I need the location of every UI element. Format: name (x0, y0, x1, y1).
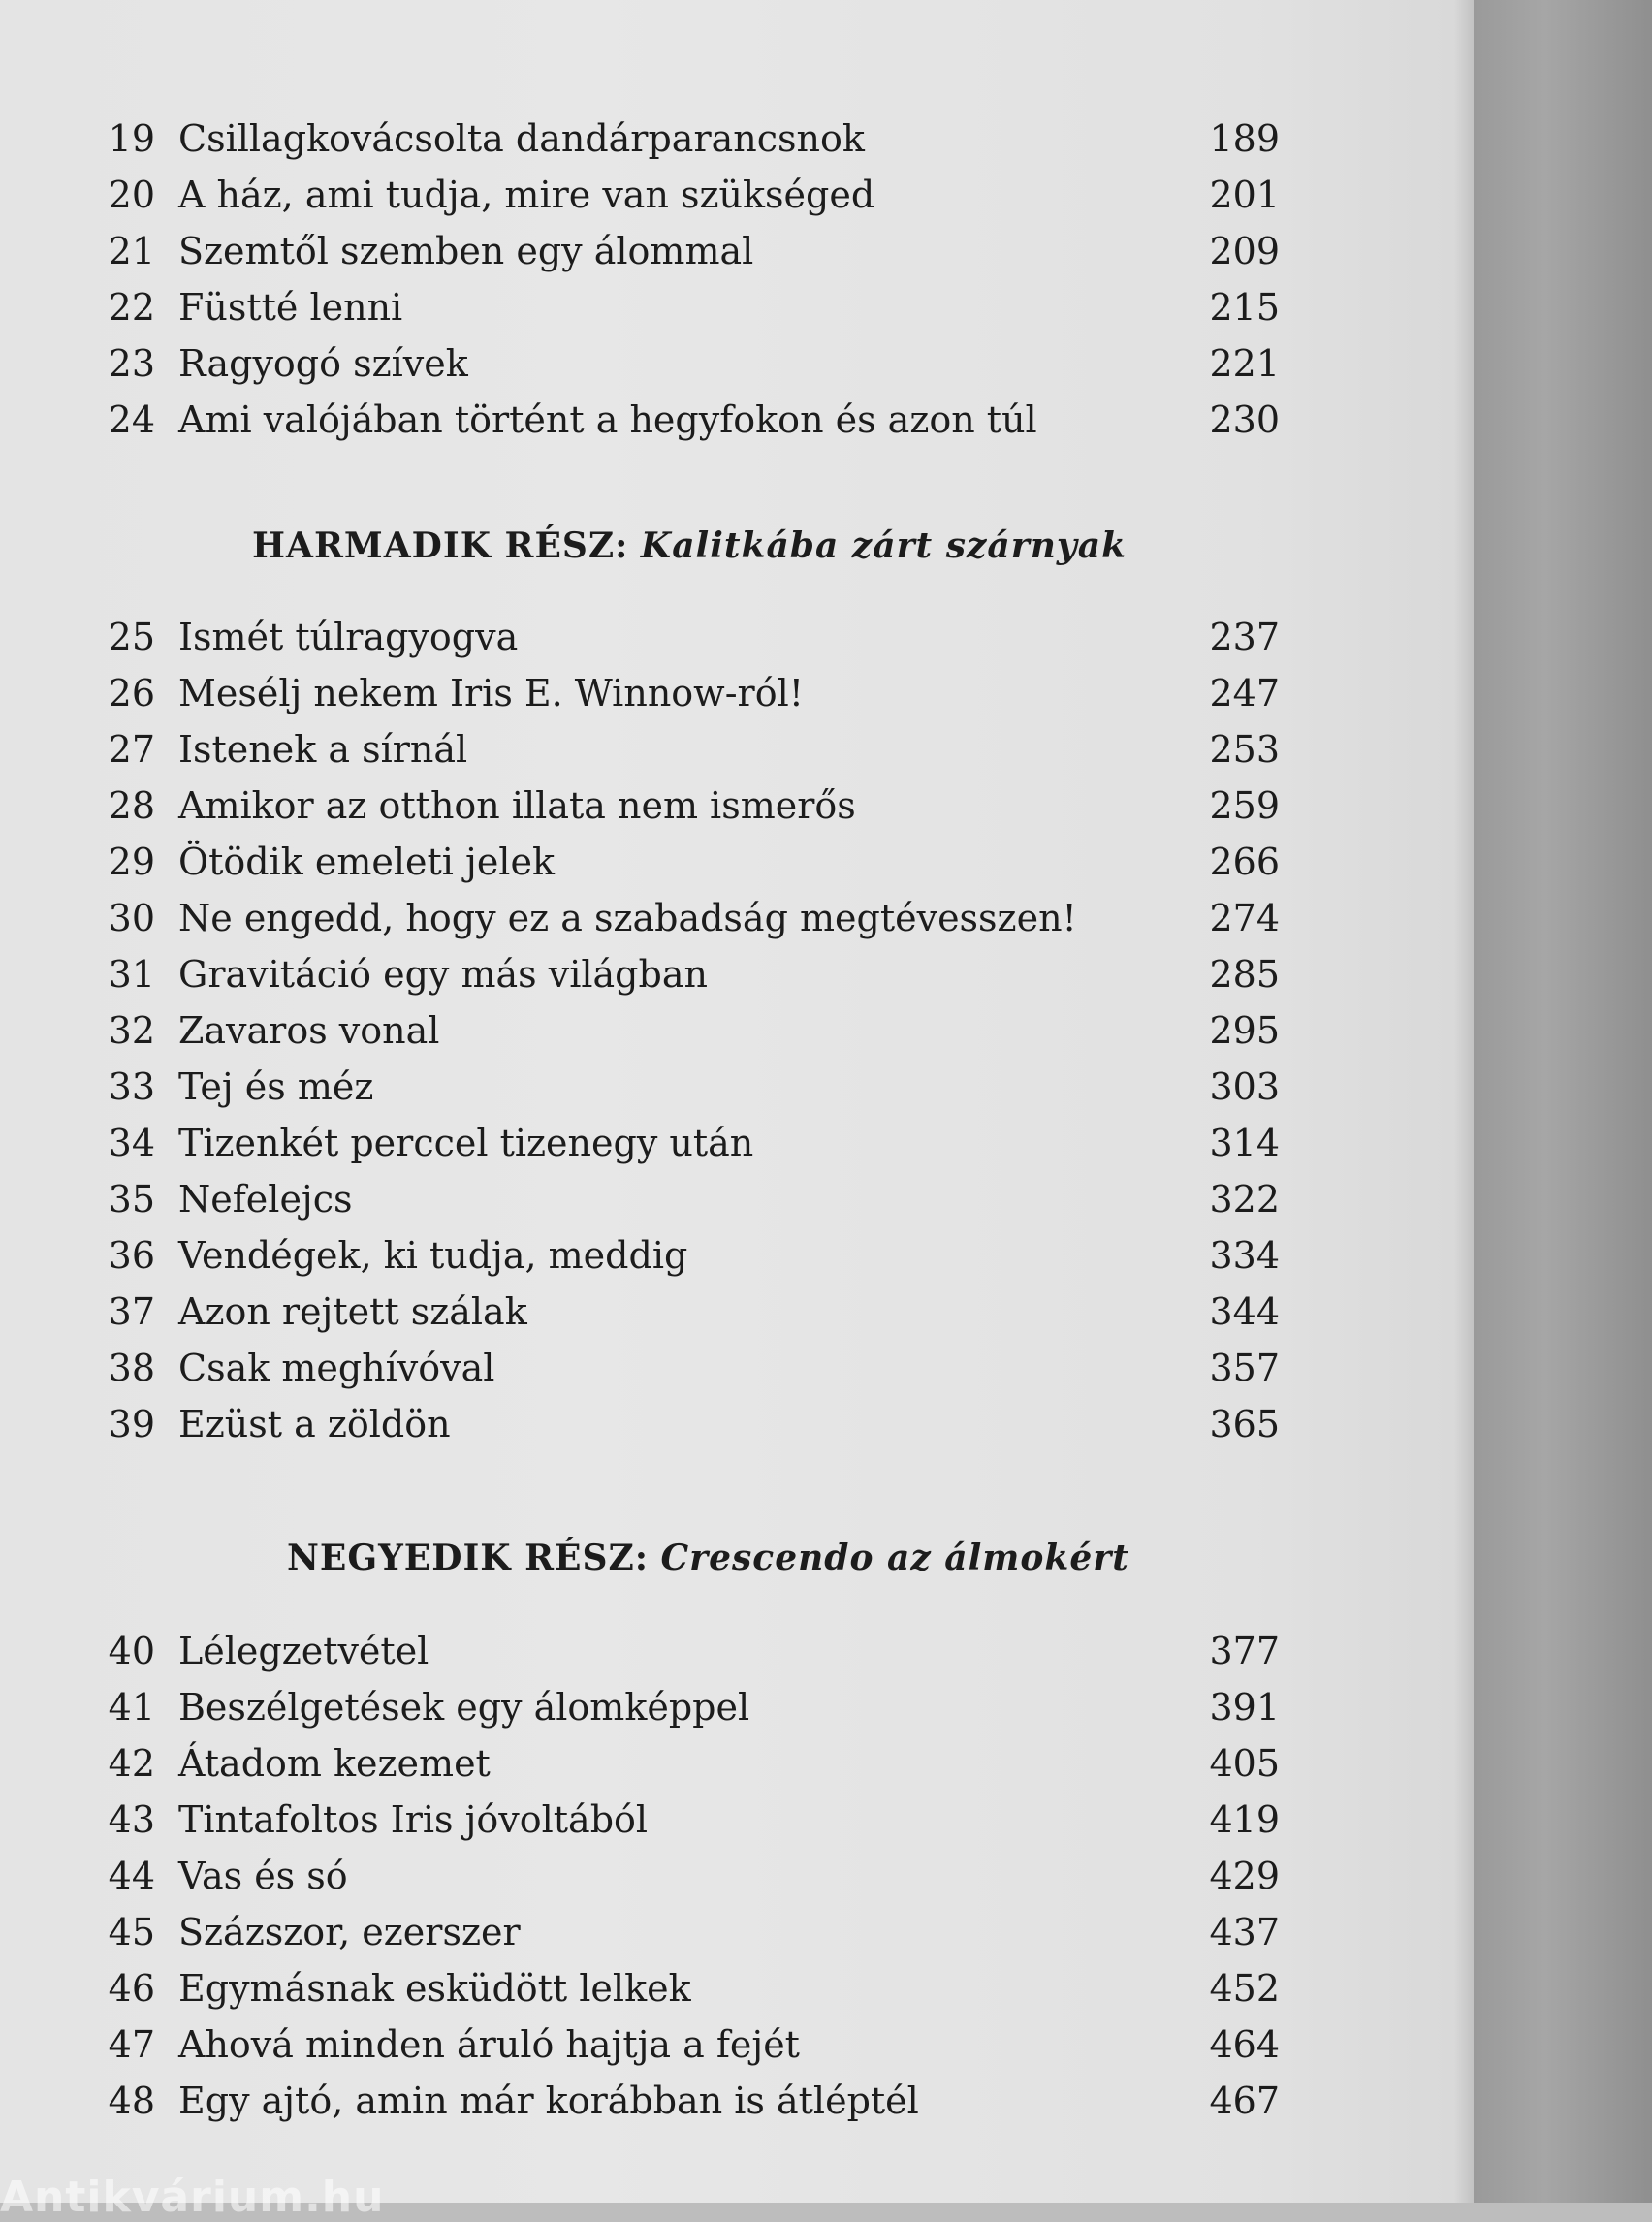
chapter-number: 40 (108, 1630, 155, 1672)
watermark-text: Antikvárium.hu (0, 2173, 385, 2222)
chapter-number: 25 (108, 616, 155, 658)
toc-entry (97, 111, 1299, 167)
chapter-number: 44 (108, 1855, 155, 1897)
chapter-title: Ismét túlragyogva (178, 616, 519, 658)
chapter-title: Tej és méz (178, 1065, 374, 1108)
toc-entry (97, 946, 1299, 1002)
chapter-page-number: 365 (1209, 1403, 1280, 1445)
toc-section-part-three (97, 609, 1299, 1452)
toc-entry (97, 1227, 1299, 1284)
chapter-page-number: 322 (1209, 1178, 1280, 1221)
toc-entry (97, 665, 1299, 721)
chapter-number: 41 (108, 1686, 155, 1729)
chapter-page-number: 429 (1209, 1855, 1280, 1897)
chapter-page-number: 237 (1209, 616, 1280, 658)
chapter-page-number: 437 (1209, 1911, 1280, 1953)
chapter-title: Csak meghívóval (178, 1347, 495, 1389)
chapter-title: Ragyogó szívek (178, 342, 468, 385)
toc-entry (97, 1059, 1299, 1115)
chapter-page-number: 464 (1209, 2023, 1280, 2066)
chapter-number: 29 (108, 841, 155, 883)
chapter-number: 30 (108, 897, 155, 939)
toc-entry (97, 223, 1299, 279)
chapter-number: 34 (108, 1122, 155, 1164)
toc-entry (97, 1904, 1299, 1960)
chapter-page-number: 189 (1209, 117, 1280, 160)
chapter-number: 39 (108, 1403, 155, 1445)
chapter-title: Vendégek, ki tudja, meddig (178, 1234, 688, 1277)
chapter-number: 48 (108, 2079, 155, 2122)
chapter-number: 42 (108, 1742, 155, 1785)
chapter-title: Azon rejtett szálak (178, 1290, 527, 1333)
toc-entry (97, 392, 1299, 448)
toc-entry (97, 834, 1299, 890)
chapter-page-number: 274 (1209, 897, 1280, 939)
chapter-page-number: 209 (1209, 230, 1280, 272)
chapter-title: Egymásnak esküdött lelkek (178, 1967, 691, 2010)
toc-entry (97, 1340, 1299, 1396)
toc-entry (97, 1171, 1299, 1227)
chapter-title: Nefelejcs (178, 1178, 353, 1221)
chapter-page-number: 314 (1209, 1122, 1280, 1164)
chapter-number: 31 (108, 953, 155, 996)
chapter-page-number: 285 (1209, 953, 1280, 996)
chapter-page-number: 295 (1209, 1009, 1280, 1052)
chapter-page-number: 452 (1209, 1967, 1280, 2010)
chapter-title: Százszor, ezerszer (178, 1911, 521, 1953)
toc-entry (97, 2016, 1299, 2073)
chapter-page-number: 247 (1209, 672, 1280, 714)
part-three-subtitle: Kalitkába zárt szárnyak (640, 525, 1128, 566)
chapter-number: 23 (108, 342, 155, 385)
chapter-number: 36 (108, 1234, 155, 1277)
chapter-title: Tintafoltos Iris jóvoltából (178, 1798, 649, 1841)
chapter-page-number: 230 (1209, 398, 1280, 441)
chapter-title: Csillagkovácsolta dandárparancsnok (178, 117, 865, 160)
chapter-title: Amikor az otthon illata nem ismerős (178, 784, 856, 827)
toc-entry (97, 609, 1299, 665)
background-surface (1474, 0, 1652, 2203)
toc-entry (97, 890, 1299, 946)
part-four-heading (287, 1534, 1129, 1583)
chapter-number: 20 (108, 174, 155, 216)
chapter-number: 45 (108, 1911, 155, 1953)
toc-entry (97, 1792, 1299, 1848)
chapter-page-number: 266 (1209, 841, 1280, 883)
toc-entry (97, 1735, 1299, 1792)
chapter-page-number: 303 (1209, 1065, 1280, 1108)
chapter-page-number: 221 (1209, 342, 1280, 385)
chapter-page-number: 391 (1209, 1686, 1280, 1729)
chapter-number: 28 (108, 784, 155, 827)
chapter-title: Istenek a sírnál (178, 728, 468, 771)
chapter-title: A ház, ami tudja, mire van szükséged (178, 174, 875, 216)
chapter-title: Ami valójában történt a hegyfokon és azon túl (178, 398, 1037, 441)
chapter-number: 46 (108, 1967, 155, 2010)
part-four-subtitle: Crescendo az álmokért (660, 1538, 1129, 1578)
part-four-label: NEGYEDIK RÉSZ: (287, 1538, 650, 1578)
chapter-page-number: 405 (1209, 1742, 1280, 1785)
toc-entry (97, 1002, 1299, 1059)
chapter-number: 47 (108, 2023, 155, 2066)
chapter-page-number: 215 (1209, 286, 1280, 329)
toc-entry (97, 1623, 1299, 1679)
chapter-number: 38 (108, 1347, 155, 1389)
chapter-number: 26 (108, 672, 155, 714)
chapter-number: 35 (108, 1178, 155, 1221)
toc-entry (97, 1115, 1299, 1171)
chapter-number: 33 (108, 1065, 155, 1108)
part-three-label: HARMADIK RÉSZ: (252, 525, 629, 566)
toc-entry (97, 1679, 1299, 1735)
chapter-page-number: 259 (1209, 784, 1280, 827)
chapter-title: Egy ajtó, amin már korábban is átléptél (178, 2079, 919, 2122)
chapter-number: 32 (108, 1009, 155, 1052)
toc-entry (97, 2073, 1299, 2129)
part-three-heading (252, 522, 1127, 571)
chapter-page-number: 357 (1209, 1347, 1280, 1389)
chapter-number: 21 (108, 230, 155, 272)
chapter-number: 43 (108, 1798, 155, 1841)
chapter-title: Átadom kezemet (178, 1742, 491, 1785)
chapter-title: Zavaros vonal (178, 1009, 440, 1052)
chapter-title: Ne engedd, hogy ez a szabadság megtévesszen! (178, 897, 1077, 939)
toc-section-part-two (97, 111, 1299, 448)
chapter-page-number: 344 (1209, 1290, 1280, 1333)
toc-entry (97, 778, 1299, 834)
chapter-title: Beszélgetések egy álomképpel (178, 1686, 750, 1729)
chapter-title: Tizenkét perccel tizenegy után (178, 1122, 754, 1164)
chapter-number: 27 (108, 728, 155, 771)
chapter-number: 37 (108, 1290, 155, 1333)
chapter-number: 19 (108, 117, 155, 160)
toc-section-part-four (97, 1623, 1299, 2129)
toc-entry (97, 279, 1299, 335)
toc-entry (97, 1284, 1299, 1340)
toc-entry (97, 721, 1299, 778)
toc-entry (97, 1848, 1299, 1904)
chapter-title: Gravitáció egy más világban (178, 953, 708, 996)
chapter-title: Lélegzetvétel (178, 1630, 429, 1672)
chapter-page-number: 201 (1209, 174, 1280, 216)
toc-entry (97, 1960, 1299, 2016)
chapter-title: Ezüst a zöldön (178, 1403, 451, 1445)
toc-entry (97, 1396, 1299, 1452)
chapter-number: 22 (108, 286, 155, 329)
chapter-title: Ahová minden áruló hajtja a fejét (178, 2023, 800, 2066)
chapter-number: 24 (108, 398, 155, 441)
chapter-page-number: 334 (1209, 1234, 1280, 1277)
toc-entry (97, 335, 1299, 392)
toc-entry (97, 167, 1299, 223)
chapter-title: Szemtől szemben egy álommal (178, 230, 754, 272)
chapter-page-number: 419 (1209, 1798, 1280, 1841)
chapter-page-number: 467 (1209, 2079, 1280, 2122)
chapter-title: Vas és só (178, 1855, 348, 1897)
chapter-title: Füstté lenni (178, 286, 403, 329)
chapter-page-number: 253 (1209, 728, 1280, 771)
chapter-page-number: 377 (1209, 1630, 1280, 1672)
chapter-title: Mesélj nekem Iris E. Winnow-ról! (178, 672, 804, 714)
chapter-title: Ötödik emeleti jelek (178, 841, 555, 883)
